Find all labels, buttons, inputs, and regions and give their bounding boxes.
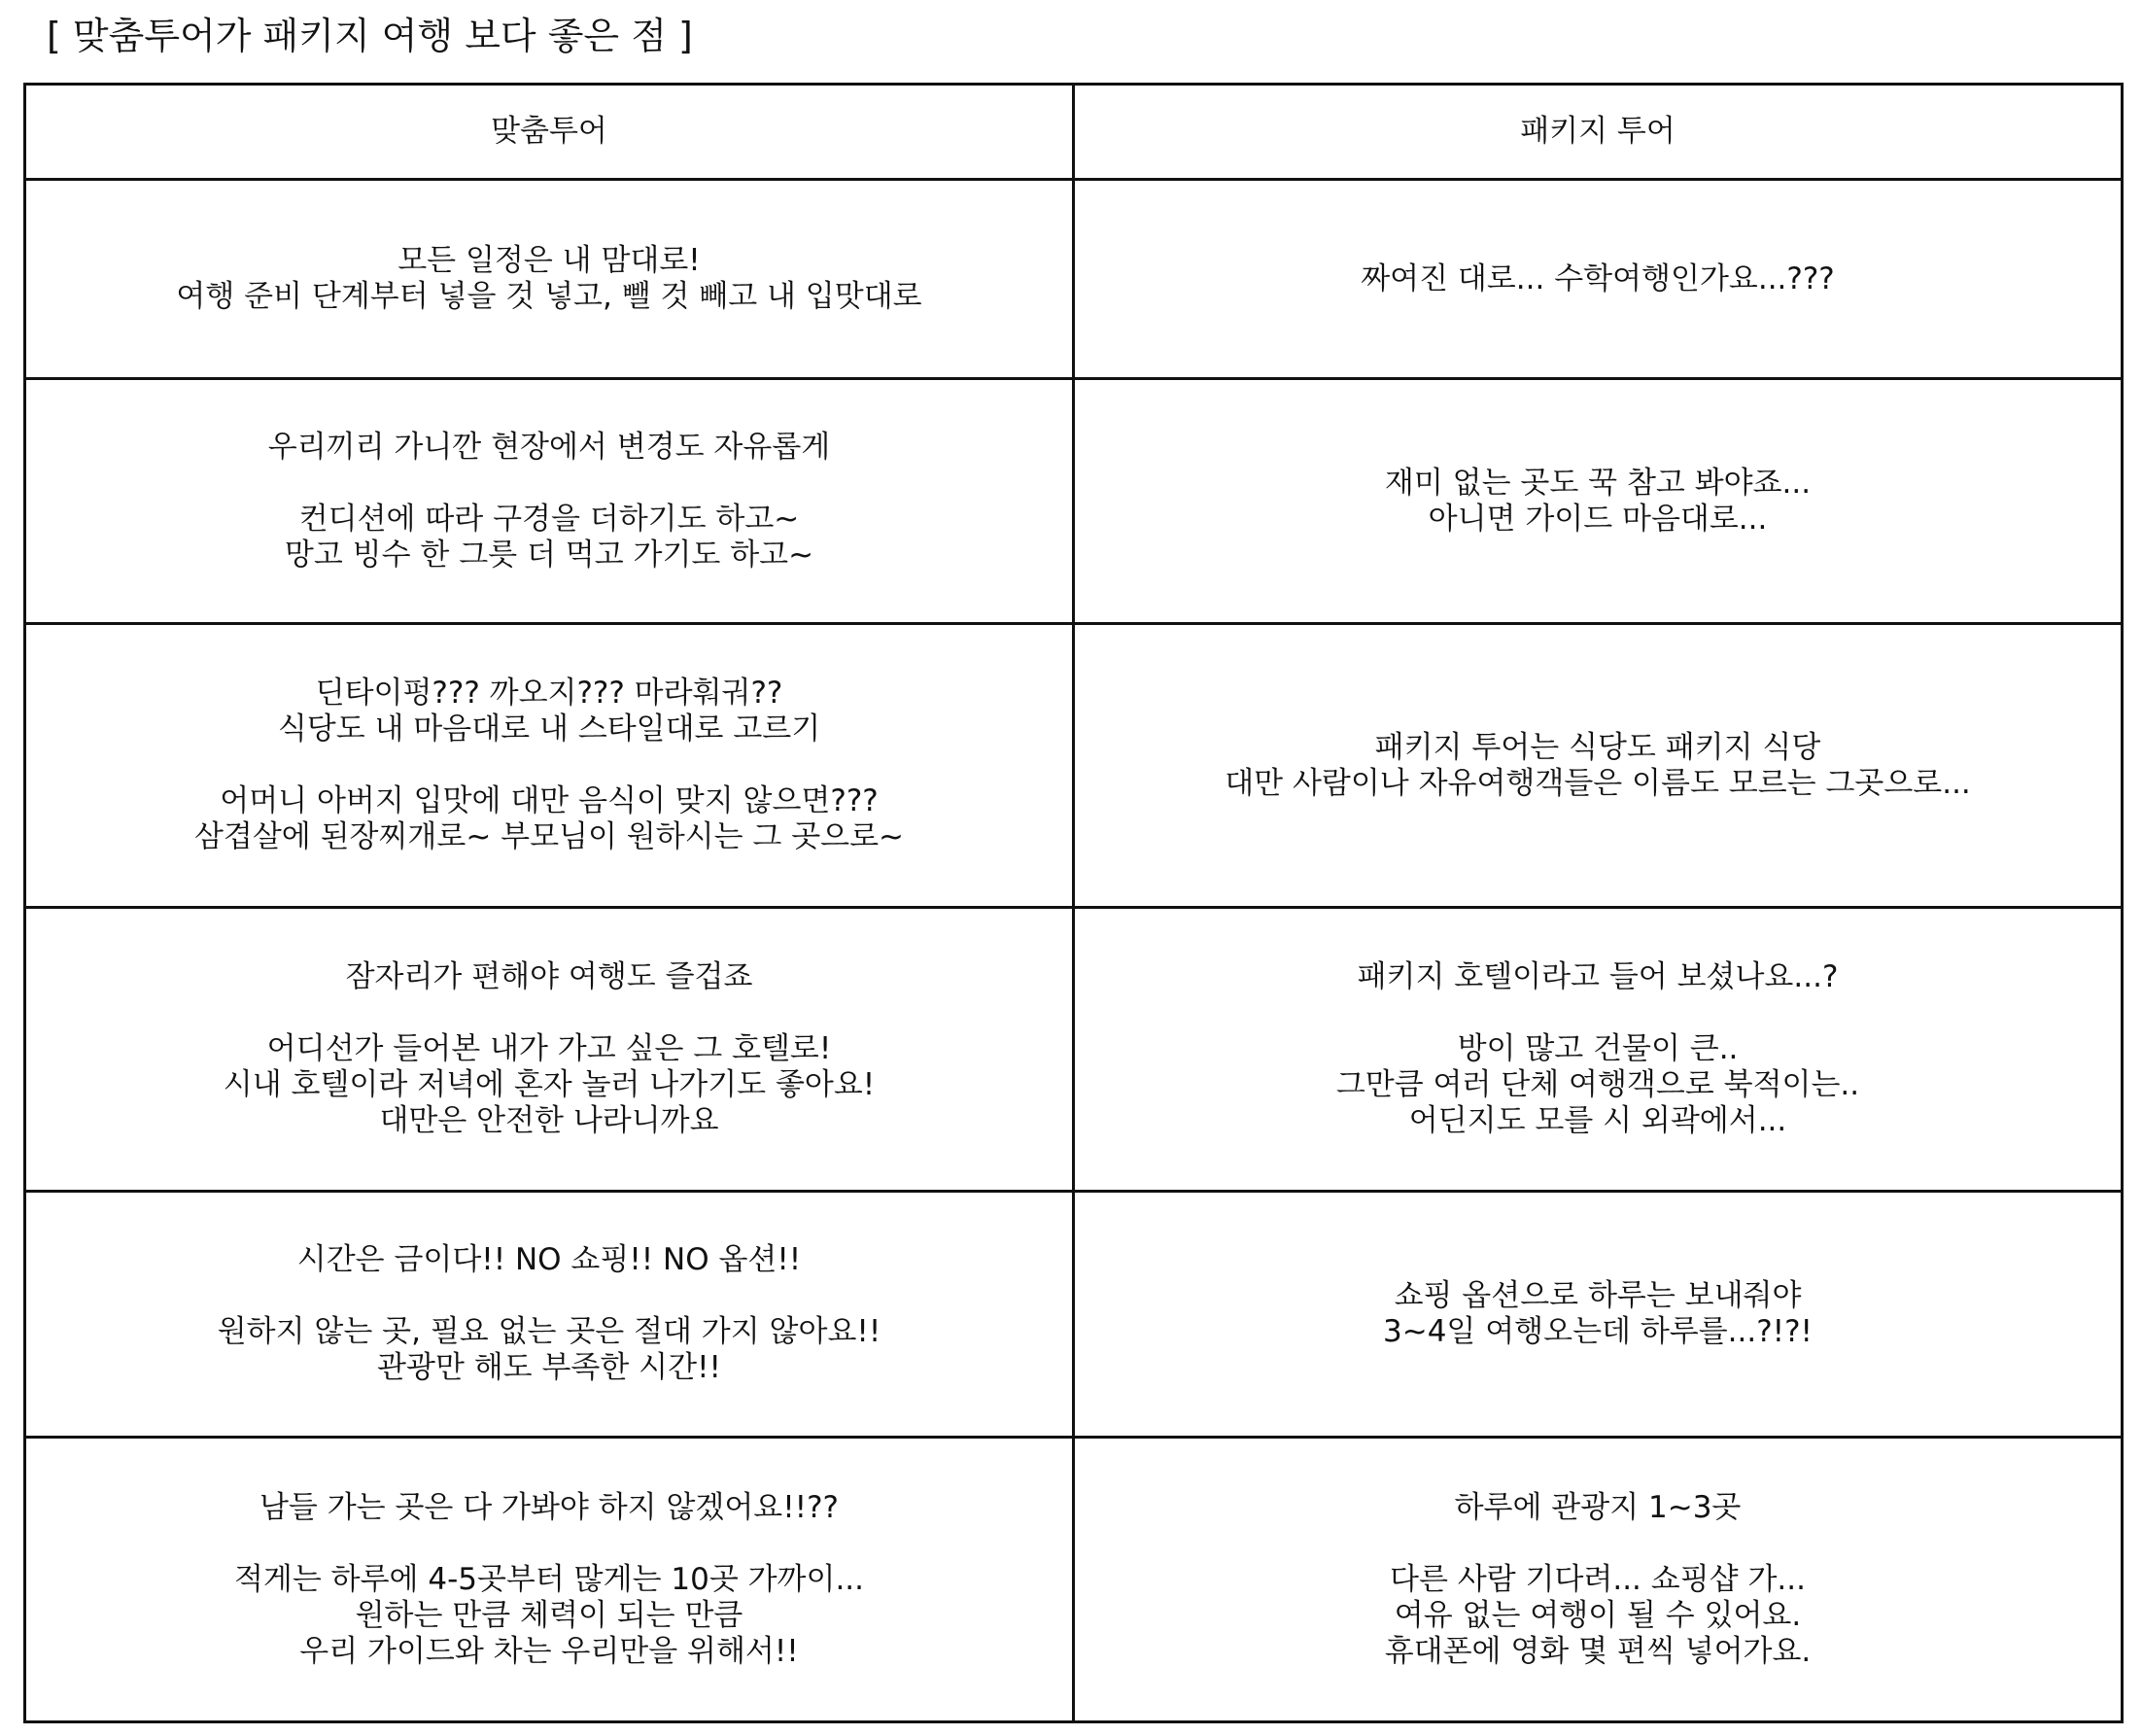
custom-tour-cell — [25, 1192, 1074, 1438]
cell-text-line: 원하는 만큼 체력이 되는 만큼 — [355, 1597, 743, 1633]
cell-text-line: 시간은 금이다!! NO 쇼핑!! NO 옵션!! — [296, 1242, 802, 1277]
cell-text-line — [1090, 1526, 2105, 1562]
cell-text-line — [42, 995, 1056, 1031]
cell-text-line: 식당도 내 마음대로 내 스타일대로 고르기 — [277, 712, 821, 746]
cell-text-line: 어딘지도 모를 시 외곽에서... — [1408, 1103, 1787, 1138]
package-tour-cell — [1074, 908, 2123, 1192]
cell-text-line: 관광만 해도 부족한 시간!! — [377, 1350, 721, 1385]
cell-text-line: 여행 준비 단계부터 넣을 것 넣고, 뺄 것 빼고 내 입맛대로 — [176, 279, 922, 314]
table-row — [25, 379, 2123, 624]
cell-text-line: 망고 빙수 한 그릇 더 먹고 가기도 하고~ — [284, 537, 814, 573]
column-header-custom-tour: 맞춤투어 — [25, 85, 1074, 180]
cell-text-line: 컨디션에 따라 구경을 더하기도 하고~ — [298, 501, 800, 537]
custom-tour-cell — [25, 180, 1074, 379]
cell-text-line — [42, 747, 1056, 783]
table-row — [25, 624, 2123, 908]
cell-text-line: 어머니 아버지 입맛에 대만 음식이 맞지 않으면??? — [220, 783, 879, 818]
cell-text-line: 적게는 하루에 4-5곳부터 많게는 10곳 가까이... — [233, 1561, 865, 1597]
cell-text-line: 모든 일정은 내 맘대로! — [397, 243, 701, 278]
page-title: [ 맞춤투어가 패키지 여행 보다 좋은 점 ] — [47, 15, 693, 57]
cell-text-line: 우리 가이드와 차는 우리만을 위해서!! — [299, 1633, 799, 1669]
package-tour-cell — [1074, 1438, 2123, 1722]
cell-text-line: 원하지 않는 곳, 필요 없는 곳은 절대 가지 않아요!! — [217, 1314, 881, 1349]
column-header-package-tour: 패키지 투어 — [1074, 85, 2123, 180]
table-row — [25, 1192, 2123, 1438]
cell-text-line: 어디선가 들어본 내가 가고 싶은 그 호텔로! — [266, 1031, 832, 1066]
package-tour-cell — [1074, 379, 2123, 624]
cell-text-line: 패키지 호텔이라고 들어 보셨나요...? — [1357, 959, 1839, 994]
cell-text-line: 아니면 가이드 마음대로... — [1428, 501, 1768, 537]
cell-text-line: 재미 없는 곳도 꾹 참고 봐야죠... — [1384, 465, 1812, 501]
custom-tour-cell — [25, 908, 1074, 1192]
package-tour-cell — [1074, 1192, 2123, 1438]
table-row — [25, 908, 2123, 1192]
cell-text-line: 쇼핑 옵션으로 하루는 보내줘야 — [1394, 1278, 1802, 1313]
cell-text-line: 그만큼 여러 단체 여행객으로 북적이는.. — [1335, 1067, 1860, 1102]
cell-text-line: 방이 많고 건물이 큰.. — [1457, 1031, 1739, 1066]
cell-text-line: 대만 사람이나 자유여행객들은 이름도 모르는 그곳으로... — [1225, 765, 1971, 801]
cell-text-line: 삼겹살에 된장찌개로~ 부모님이 원하시는 그 곳으로~ — [193, 819, 905, 854]
cell-text-line: 짜여진 대로... 수학여행인가요...??? — [1361, 260, 1835, 296]
cell-text-line: 휴대폰에 영화 몇 편씩 넣어가요. — [1384, 1633, 1812, 1669]
cell-text-line: 딘타이펑??? 까오지??? 마라훠궈?? — [315, 676, 783, 711]
header-row — [25, 85, 2123, 180]
cell-text-line — [1090, 995, 2105, 1031]
cell-text-line: 남들 가는 곳은 다 가봐야 하지 않겠어요!!?? — [259, 1489, 840, 1525]
custom-tour-cell — [25, 1438, 1074, 1722]
cell-text-line: 여유 없는 여행이 될 수 있어요. — [1394, 1597, 1802, 1633]
cell-text-line — [42, 1526, 1056, 1562]
cell-text-line: 대만은 안전한 나라니까요 — [379, 1103, 719, 1138]
custom-tour-cell — [25, 379, 1074, 624]
package-tour-cell — [1074, 180, 2123, 379]
table-row — [25, 1438, 2123, 1722]
cell-text-line: 3~4일 여행오는데 하루를...?!?! — [1383, 1314, 1813, 1349]
cell-text-line — [42, 466, 1056, 502]
cell-text-line — [42, 1278, 1056, 1314]
cell-text-line: 다른 사람 기다려... 쇼핑샵 가... — [1390, 1561, 1806, 1597]
cell-text-line: 하루에 관광지 1~3곳 — [1454, 1489, 1742, 1525]
comparison-table — [23, 83, 2124, 1723]
cell-text-line: 우리끼리 가니깐 현장에서 변경도 자유롭게 — [267, 429, 831, 465]
table-row — [25, 180, 2123, 379]
cell-text-line: 패키지 투어는 식당도 패키지 식당 — [1374, 729, 1821, 765]
custom-tour-cell — [25, 624, 1074, 908]
cell-text-line: 잠자리가 편해야 여행도 즐겁죠 — [345, 959, 753, 994]
package-tour-cell — [1074, 624, 2123, 908]
cell-text-line: 시내 호텔이라 저녁에 혼자 놀러 나가기도 좋아요! — [223, 1067, 876, 1102]
